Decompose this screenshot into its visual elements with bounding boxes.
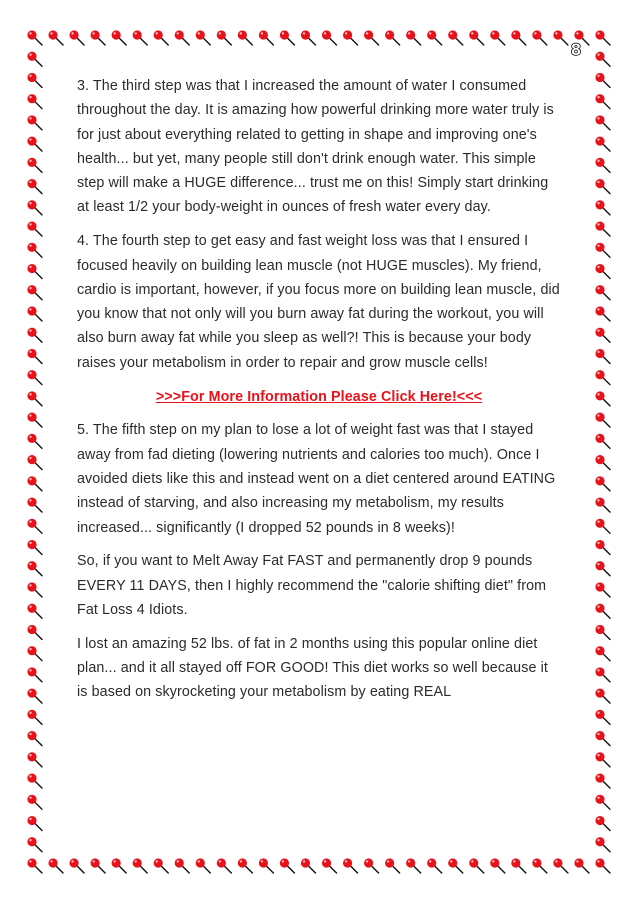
lollipop-icon xyxy=(595,837,610,852)
lollipop-icon xyxy=(595,519,610,534)
lollipop-icon xyxy=(532,30,547,45)
lollipop-icon xyxy=(217,30,232,45)
lollipop-icon xyxy=(595,30,610,45)
lollipop-icon xyxy=(511,858,526,873)
lollipop-icon xyxy=(280,30,295,45)
lollipop-icon xyxy=(511,30,526,45)
lollipop-icon xyxy=(259,858,274,873)
lollipop-icon xyxy=(27,667,42,682)
lollipop-icon xyxy=(595,731,610,746)
lollipop-icon xyxy=(27,561,42,576)
lollipop-icon xyxy=(595,370,610,385)
lollipop-icon xyxy=(217,858,232,873)
lollipop-icon xyxy=(595,115,610,130)
lollipop-icon xyxy=(27,434,42,449)
more-information-link[interactable]: >>>For More Information Please Click Here!<<< xyxy=(155,388,483,405)
lollipop-icon xyxy=(595,773,610,788)
lollipop-icon xyxy=(27,115,42,130)
lollipop-icon xyxy=(574,858,589,873)
paragraph-step-5: 5. The fifth step on my plan to lose a lot of weight fast was that I stayed away from fad dieting (lowering nutrients and calories too much). Once I avoided diets like this and instead went on a diet centered around EATING instead of starving, and also increasing my metabolism, my results increased... significantly (I dropped 52 pounds in 8 weeks)! xyxy=(77,422,556,536)
lollipop-icon xyxy=(175,858,190,873)
lollipop-icon xyxy=(196,30,211,45)
lollipop-icon xyxy=(427,858,442,873)
lollipop-icon xyxy=(490,858,505,873)
lollipop-icon xyxy=(595,137,610,152)
lollipop-icon xyxy=(27,137,42,152)
lollipop-icon xyxy=(27,391,42,406)
lollipop-icon xyxy=(343,30,358,45)
lollipop-icon xyxy=(595,625,610,640)
lollipop-icon xyxy=(595,858,610,873)
lollipop-icon xyxy=(27,710,42,725)
lollipop-icon xyxy=(595,795,610,810)
paragraph-testimonial: I lost an amazing 52 lbs. of fat in 2 months using this popular online diet plan... and it all stayed off FOR GOOD! This diet works so well because it is based on skyrocketing your metabolism by eating REAL xyxy=(77,635,548,701)
lollipop-icon xyxy=(448,858,463,873)
lollipop-icon xyxy=(27,349,42,364)
lollipop-icon xyxy=(595,285,610,300)
page-content xyxy=(77,74,561,714)
lollipop-icon xyxy=(27,200,42,215)
lollipop-icon xyxy=(27,328,42,343)
lollipop-icon xyxy=(48,858,63,873)
lollipop-icon xyxy=(238,858,253,873)
lollipop-icon xyxy=(27,306,42,321)
lollipop-icon xyxy=(427,30,442,45)
lollipop-icon xyxy=(27,370,42,385)
lollipop-icon xyxy=(595,349,610,364)
lollipop-icon xyxy=(27,30,42,45)
lollipop-icon xyxy=(595,455,610,470)
lollipop-icon xyxy=(133,858,148,873)
lollipop-icon xyxy=(27,625,42,640)
lollipop-icon xyxy=(595,646,610,661)
lollipop-icon xyxy=(27,519,42,534)
lollipop-icon xyxy=(27,94,42,109)
lollipop-icon xyxy=(595,816,610,831)
lollipop-icon xyxy=(385,30,400,45)
lollipop-icon xyxy=(595,582,610,597)
lollipop-icon xyxy=(27,816,42,831)
lollipop-icon xyxy=(364,858,379,873)
lollipop-icon xyxy=(27,604,42,619)
lollipop-icon xyxy=(448,30,463,45)
lollipop-icon xyxy=(27,52,42,67)
lollipop-icon xyxy=(595,667,610,682)
lollipop-icon xyxy=(112,858,127,873)
lollipop-icon xyxy=(322,858,337,873)
lollipop-icon xyxy=(27,413,42,428)
lollipop-icon xyxy=(91,30,106,45)
lollipop-icon xyxy=(595,328,610,343)
lollipop-icon xyxy=(112,30,127,45)
lollipop-icon xyxy=(27,497,42,512)
lollipop-icon xyxy=(27,646,42,661)
lollipop-icon xyxy=(595,497,610,512)
lollipop-icon xyxy=(27,455,42,470)
lollipop-icon xyxy=(154,30,169,45)
lollipop-icon xyxy=(595,52,610,67)
lollipop-icon xyxy=(301,858,316,873)
lollipop-icon xyxy=(595,689,610,704)
paragraph-step-3: 3. The third step was that I increased the amount of water I consumed throughout the day. It is amazing how powerful drinking more water truly is for just about everything related to getting in shape and improving one's health... but yet, many people still don't drink enough water. This simple step will make a HUGE difference... trust me on this! Simply start drinking at least 1/2 your body-weight in ounces of fresh water every day. xyxy=(77,78,554,216)
lollipop-icon xyxy=(27,476,42,491)
lollipop-icon xyxy=(27,158,42,173)
lollipop-icon xyxy=(69,30,84,45)
lollipop-icon xyxy=(595,752,610,767)
lollipop-icon xyxy=(27,773,42,788)
lollipop-icon xyxy=(27,73,42,88)
lollipop-icon xyxy=(27,731,42,746)
lollipop-icon xyxy=(91,858,106,873)
lollipop-icon xyxy=(595,710,610,725)
lollipop-icon xyxy=(27,285,42,300)
lollipop-icon xyxy=(196,858,211,873)
lollipop-icon xyxy=(595,264,610,279)
lollipop-icon xyxy=(385,858,400,873)
lollipop-icon xyxy=(595,73,610,88)
lollipop-icon xyxy=(595,434,610,449)
lollipop-icon xyxy=(280,858,295,873)
lollipop-icon xyxy=(406,858,421,873)
paragraph-recommendation: So, if you want to Melt Away Fat FAST and permanently drop 9 pounds EVERY 11 DAYS, then I highly recommend the "calorie shifting diet" from Fat Loss 4 Idiots. xyxy=(77,553,547,618)
lollipop-icon xyxy=(595,306,610,321)
lollipop-icon xyxy=(238,30,253,45)
lollipop-icon xyxy=(27,689,42,704)
lollipop-icon xyxy=(27,795,42,810)
lollipop-icon xyxy=(27,264,42,279)
lollipop-icon xyxy=(595,243,610,258)
lollipop-icon xyxy=(133,30,148,45)
lollipop-icon xyxy=(69,858,84,873)
lollipop-icon xyxy=(553,858,568,873)
lollipop-icon xyxy=(595,413,610,428)
lollipop-icon xyxy=(259,30,274,45)
lollipop-icon xyxy=(595,476,610,491)
lollipop-icon xyxy=(595,540,610,555)
lollipop-icon xyxy=(27,837,42,852)
paragraph-step-4: 4. The fourth step to get easy and fast weight loss was that I ensured I focused heavily on building lean muscle (not HUGE muscles). My friend, cardio is important, however, if you focus more on building lean muscle, did you know that not only will you burn away fat during the workout, you will also burn away fat while you sleep as well?! This is because your body raises your metabolism in order to repair and grow muscle cells! xyxy=(77,233,560,371)
lollipop-icon xyxy=(595,391,610,406)
lollipop-icon xyxy=(595,94,610,109)
lollipop-icon xyxy=(48,30,63,45)
lollipop-icon xyxy=(532,858,547,873)
lollipop-icon xyxy=(595,604,610,619)
lollipop-icon xyxy=(595,179,610,194)
lollipop-icon xyxy=(27,858,42,873)
lollipop-icon xyxy=(27,540,42,555)
lollipop-icon xyxy=(595,561,610,576)
lollipop-icon xyxy=(595,158,610,173)
page-number: 8 xyxy=(571,40,581,59)
lollipop-icon xyxy=(27,752,42,767)
lollipop-icon xyxy=(322,30,337,45)
lollipop-icon xyxy=(27,221,42,236)
lollipop-icon xyxy=(27,582,42,597)
lollipop-icon xyxy=(27,179,42,194)
lollipop-icon xyxy=(595,221,610,236)
lollipop-icon xyxy=(595,200,610,215)
lollipop-icon xyxy=(406,30,421,45)
lollipop-icon xyxy=(364,30,379,45)
lollipop-icon xyxy=(301,30,316,45)
lollipop-icon xyxy=(175,30,190,45)
lollipop-icon xyxy=(469,30,484,45)
lollipop-icon xyxy=(490,30,505,45)
lollipop-icon xyxy=(27,243,42,258)
lollipop-icon xyxy=(469,858,484,873)
lollipop-icon xyxy=(343,858,358,873)
lollipop-icon xyxy=(154,858,169,873)
